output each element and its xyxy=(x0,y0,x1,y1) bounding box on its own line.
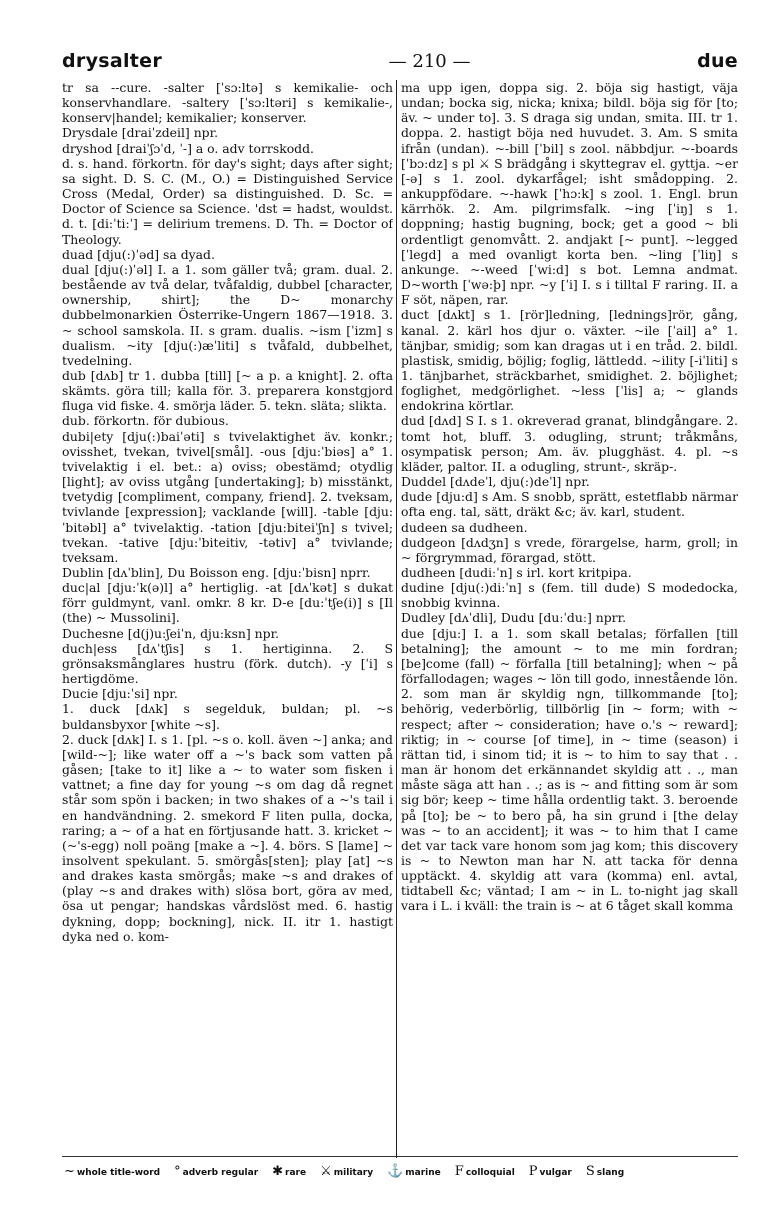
dictionary-entry: dudine [dju(:)diːˈn] s (fem. till dude) S modedocka, snobbig kvinna. xyxy=(401,580,738,611)
dictionary-entry: Dudley [dʌˈdli], Dudu [duːˈduː] nprr. xyxy=(401,610,627,626)
left-guide-word: drysalter xyxy=(62,50,163,72)
legend-item: ✱ rare xyxy=(272,1163,307,1179)
dictionary-entry: Ducie [dju:ˈsi] npr. xyxy=(62,686,178,702)
column-divider xyxy=(396,80,397,1158)
dictionary-entry: dub [dʌb] tr 1. dubba [till] [~ a p. a knight]. 2. ofta skämts. göra till; kalla för. 3. preparera konstgjord fluga vid fiske. 4. smörja läder. 5. tekn. släta; slikta. xyxy=(62,367,393,414)
footer-rule xyxy=(62,1156,738,1157)
legend-item: ~ whole title-word xyxy=(64,1163,161,1179)
dictionary-entry: dud [dʌd] S I. s 1. okreverad granat, blindgångare. 2. tomt hot, bluff. 3. odugling, strunt; tråkmåns, osympatisk person; Am. äv. plugghäst. 4. pl. ~s kläder, paltor. II. a odugling, strunt-, skräp-. xyxy=(401,413,738,474)
legend-item: S slang xyxy=(585,1163,625,1179)
dictionary-entry: Duchesne [d(j)u:ʃeiˈn, dju:ksn] npr. xyxy=(62,625,280,641)
dictionary-entry: tr sa --cure. -salter [ˈsɔ:ltə] s kemikalie- och konservhandlare. -saltery [ˈsɔ:ltəri] s kemikalie-, konserv|handel; kemikalier; konserver. xyxy=(62,80,393,126)
right-guide-word: due xyxy=(697,50,738,72)
dictionary-entry: ma upp igen, doppa sig. 2. böja sig hastigt, väja undan; bocka sig, nicka; knixa; bildl. böja sig för [to; äv. ~ under to]. 3. S draga sig undan, smita. III. tr 1. doppa. 2. hastigt böja ned huvudet. 3. Am. S smita ifrån (undan). ~-bill [ˈbil] s zool. näbbdjur. ~-boards [ˈbɔ:dz] s pl ⚔ S brädgång i skyttegrav el. gyttja. ~er [-ə] s 1. zool. dykarfågel; isht smådopping. 2. ankuppfödare. ~-hawk [ˈhɔ:k] s zool. 1. Engl. brun kärrhök. 2. Am. pilgrimsfalk. ~ing [ˈiŋ] s 1. doppning; hastig bugning, bock; get a good ~ bli ordentligt genomvått. 2. andjakt [~ punt]. ~legged [ˈlegd] a med ovanligt korta ben. ~ling [ˈliŋ] s ankunge. ~-weed [ˈwi:d] s bot. Lemna andmat. D~worth [ˈwə:þ] npr. ~y [ˈi] I. s i tilltal F raring. II. a F söt, näpen, rar. xyxy=(401,80,738,308)
dictionary-entry: dub. förkortn. för dubious. xyxy=(62,413,229,429)
dictionary-entry: duc|al [dju:ˈk(ə)l] a° hertiglig. -at [dʌˈkət] s dukat förr guldmynt, vanl. omkr. 8 kr. D-e [du:ˈtʃe(i)] s [Il (the) ~ Mussolini]. xyxy=(62,580,393,626)
dictionary-entry: dudeen sa dudheen. xyxy=(401,519,528,535)
legend-item: P vulgar xyxy=(528,1163,572,1179)
legend-item: ⚔ military xyxy=(320,1163,374,1179)
running-header xyxy=(62,46,738,76)
legend-item: F colloquial xyxy=(454,1163,515,1179)
dictionary-entry: Dublin [dʌˈblin], Du Boisson eng. [dju:ˈbisn] nprr. xyxy=(62,565,371,580)
tilde-icon: ~ xyxy=(64,1163,75,1179)
legend-item: ⚓ marine xyxy=(387,1163,441,1179)
dictionary-entry: dudgeon [dʌdʒn] s vrede, förargelse, harm, groll; in ~ förgrymmad, förargad, stött. xyxy=(401,534,738,565)
dictionary-entry: d. s. hand. förkortn. för day's sight; days after sight; sa sight. D. S. C. (M., O.) = Distinguished Service Cross (Medal, Order) sa distinguished. D. Sc. = Doctor of Science sa Science. 'dst = hadst, wouldst. d. t. [di:ˈti:ˈ] = delirium tremens. D. Th. = Doctor of Theology. xyxy=(62,155,393,247)
dictionary-entry: duch|ess [dʌˈtʃis] s 1. hertiginna. 2. S grönsaksmånglares hustru (förk. dutch). -y [ˈi] s hertigdöme. xyxy=(62,640,393,687)
dictionary-entry: duad [dju(:)ˈəd] sa dyad. xyxy=(62,246,215,262)
dictionary-entry: dudheen [dudiːˈn] s irl. kort kritpipa. xyxy=(401,565,632,580)
page-number: — 210 — xyxy=(388,50,471,72)
dictionary-entry: dryshod [draiˈʃɔˈd, ˈ-] a o. adv torrskodd. xyxy=(62,140,314,156)
dictionary-entry: dubi|ety [dju(:)baiˈəti] s tvivelaktighet äv. konkr.; ovisshet, tvekan, tvivel[smål]. -ous [dju:ˈbiəs] a° 1. tvivelaktig i el. bet.: a) oviss; obestämd; otydlig [light]; av oviss utgång [undertaking]; b) misstänkt, tvetydig [compliment, company, friend]. 2. tveksam, tvivlande [expression]; vacklande [will]. -table [dju:ˈbitəbl] a° tvivelaktig. -tation [dju:biteiˈʃn] s tvivel; tvekan. -tative [dju:ˈbiteitiv, -tətiv] a° tvivlande; tveksam. xyxy=(62,428,393,565)
letter-s-icon: S xyxy=(585,1163,595,1179)
dictionary-entry: Drysdale [draiˈzdeil] npr. xyxy=(62,125,219,141)
asterisk-icon: ✱ xyxy=(272,1163,284,1179)
right-column xyxy=(401,80,738,1150)
dictionary-entry: Duddel [dʌdeˈl, dju(:)deˈl] npr. xyxy=(401,474,590,490)
dictionary-entry: dual [dju(:)ˈəl] I. a 1. som gäller två; gram. dual. 2. bestående av två delar, tvåfaldig, dubbel [character, ownership, shirt]; the D~ monarchy dubbelmonarkien Österrike-Ungern 1867—1918. 3. ~ school samskola. II. s gram. dualis. ~ism [ˈizm] s dualism. ~ity [dju(:)æˈliti] s tvåfald, dubbelhet, tvedelning. xyxy=(62,261,393,368)
letter-p-icon: P xyxy=(528,1163,538,1179)
left-column xyxy=(62,80,393,1150)
dictionary-entry: due [dju:] I. a 1. som skall betalas; förfallen [till betalning]; the amount ~ to me min fordran; [be]come (fall) ~ förfalla [till betalning]; when ~ på förfallodagen; wages ~ lön till godo, innestående lön. 2. som man är skyldig ngn, tillkommande [to]; behörig, vederbörlig, tillbörlig [in ~ form; with ~ respect; after ~ consideration; have o.'s ~ reward]; riktig; in ~ course [of time], in ~ time (season) i rättan tid, i sinom tid; it is ~ to him to say that . . man är honom det erkännandet skyldig att . ., man måste säga att han . .; as is ~ and fitting som är som sig bör; keep ~ time hålla ordentlig takt. 3. beroende på [to]; be ~ to bero på, ha sin grund i [the delay was ~ to an accident]; it was ~ to him that I came det var tack vare honom som jag kom; this discovery is ~ to Newton man har N. att tacka för denna upptäckt. 4. skyldig att vara (komma) enl. avtal, tidtabell &c; väntad; I am ~ in L. to-night jag skall vara i L. i kväll: the train is ~ at 6 tåget skall komma xyxy=(401,625,738,914)
dictionary-entry: 2. duck [dʌk] I. s 1. [pl. ~s o. koll. även ~] anka; and [wild-~]; like water off a ~'s back som vatten på gåsen; [take to it] like a ~ to water som fisken i vattnet; a fine day for young ~s om dag då regnet står som spön i backen; in two shakes of a ~'s tail i en handvändning. 2. smekord F liten pulla, docka, raring; a ~ of a hat en förtjusande hatt. 3. kricket ~ (~'s-egg) noll poäng [make a ~]. 4. börs. S [lame] ~ insolvent spekulant. 5. smörgås[sten]; play [at] ~s and drakes kasta smörgås; make ~s and drakes of (play ~s and drakes with) slösa bort, göra av med, ösa ut pengar; handskas vårdslöst med. 6. hastig dykning, dopp; bockning], nick. II. itr 1. hastigt dyka ned o. kom- xyxy=(62,731,393,944)
dictionary-entry: dude [dju:d] s Am. S snobb, sprätt, estetflabb närmar ofta eng. tal, sätt, dräkt &c; äv. karl, student. xyxy=(401,489,738,520)
dictionary-entry: 1. duck [dʌk] s segelduk, buldan; pl. ~s buldansbyxor [white ~s]. xyxy=(62,701,393,732)
legend-item: ° adverb regular xyxy=(174,1163,259,1179)
letter-f-icon: F xyxy=(454,1163,464,1179)
dictionary-entry: duct [dʌkt] s 1. [rör]ledning, [lednings]rör, gång, kanal. 2. kärl hos djur o. växter. ~ile [ˈail] a° 1. tänjbar, smidig; som kan dragas ut i en tråd. 2. bildl. plastisk, smidig, böjlig; foglig, lättledd. ~ility [-iˈliti] s 1. tänjbarhet, sträckbarhet, smidighet. 2. böjlighet; foglighet, medgörlighet. ~less [ˈlis] a; ~ glands endokrina körtlar. xyxy=(401,307,738,414)
abbreviation-legend xyxy=(64,1162,738,1180)
degree-icon: ° xyxy=(174,1163,181,1179)
crossed-swords-icon: ⚔ xyxy=(320,1163,332,1179)
anchor-icon: ⚓ xyxy=(387,1163,404,1179)
